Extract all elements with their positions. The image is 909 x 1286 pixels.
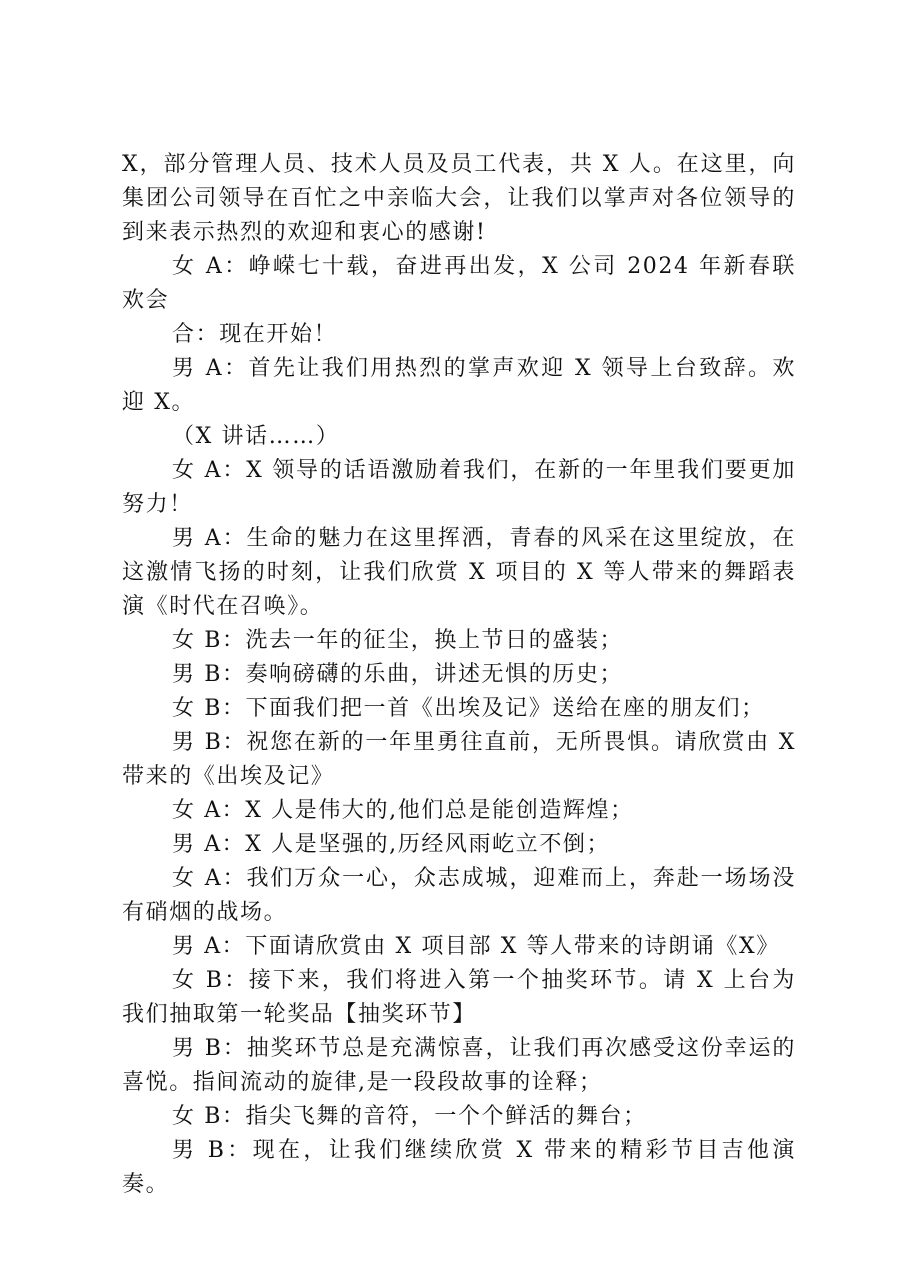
paragraph-stage-note: （X 讲话……） (172, 424, 340, 449)
paragraph-dialogue: 男 B：祝您在新的一年里勇往直前，无所畏惧。请欣赏由 X 带来的《出埃及记》 (122, 730, 796, 789)
paragraph-dialogue: 男 A：生命的魅力在这里挥洒，青春的风采在这里绽放，在这激情飞扬的时刻，让我们欣赏 X 项目的 X 等人带来的舞蹈表演《时代在召唤》。 (122, 526, 796, 619)
paragraph-dialogue: 女 A：我们万众一心，众志成城，迎难而上，奔赴一场场没有硝烟的战场。 (122, 866, 796, 925)
paragraph-dialogue: 男 A：首先让我们用热烈的掌声欢迎 X 领导上台致辞。欢迎 X。 (122, 356, 796, 415)
paragraph-dialogue: 女 B：指尖飞舞的音符，一个个鲜活的舞台； (172, 1104, 647, 1129)
paragraph-dialogue: 男 B：奏响磅礴的乐曲，讲述无惧的历史； (172, 662, 624, 687)
paragraph-dialogue: 男 B：抽奖环节总是充满惊喜，让我们再次感受这份幸运的喜悦。指间流动的旋律,是一段段故事的诠释； (122, 1036, 796, 1095)
paragraph-dialogue: 女 A：X 领导的话语激励着我们，在新的一年里我们要更加努力！ (122, 458, 796, 517)
paragraph-dialogue: 男 A：X 人是坚强的,历经风雨屹立不倒； (172, 832, 611, 857)
paragraph-dialogue: 女 B：洗去一年的征尘，换上节日的盛装； (172, 628, 624, 653)
paragraph-dialogue: 女 B：下面我们把一首《出埃及记》送给在座的朋友们； (172, 696, 765, 721)
paragraph-dialogue: 男 B：现在，让我们继续欣赏 X 带来的精彩节目吉他演奏。 (122, 1138, 796, 1197)
document-body (122, 148, 796, 1202)
paragraph-dialogue: 合：现在开始！ (172, 322, 338, 347)
paragraph-dialogue: 女 A：峥嵘七十载，奋进再出发，X 公司 2024 年新春联欢会 (122, 254, 796, 313)
paragraph-continuation: X，部分管理人员、技术人员及员工代表，共 X 人。在这里，向集团公司领导在百忙之中亲临大会，让我们以掌声对各位领导的到来表示热烈的欢迎和衷心的感谢! (122, 152, 796, 245)
paragraph-dialogue: 女 B：接下来，我们将进入第一个抽奖环节。请 X 上台为我们抽取第一轮奖品【抽奖环节】 (122, 968, 796, 1027)
paragraph-dialogue: 男 A：下面请欣赏由 X 项目部 X 等人带来的诗朗诵《X》 (172, 934, 780, 959)
paragraph-dialogue: 女 A：X 人是伟大的,他们总是能创造辉煌； (172, 798, 634, 823)
